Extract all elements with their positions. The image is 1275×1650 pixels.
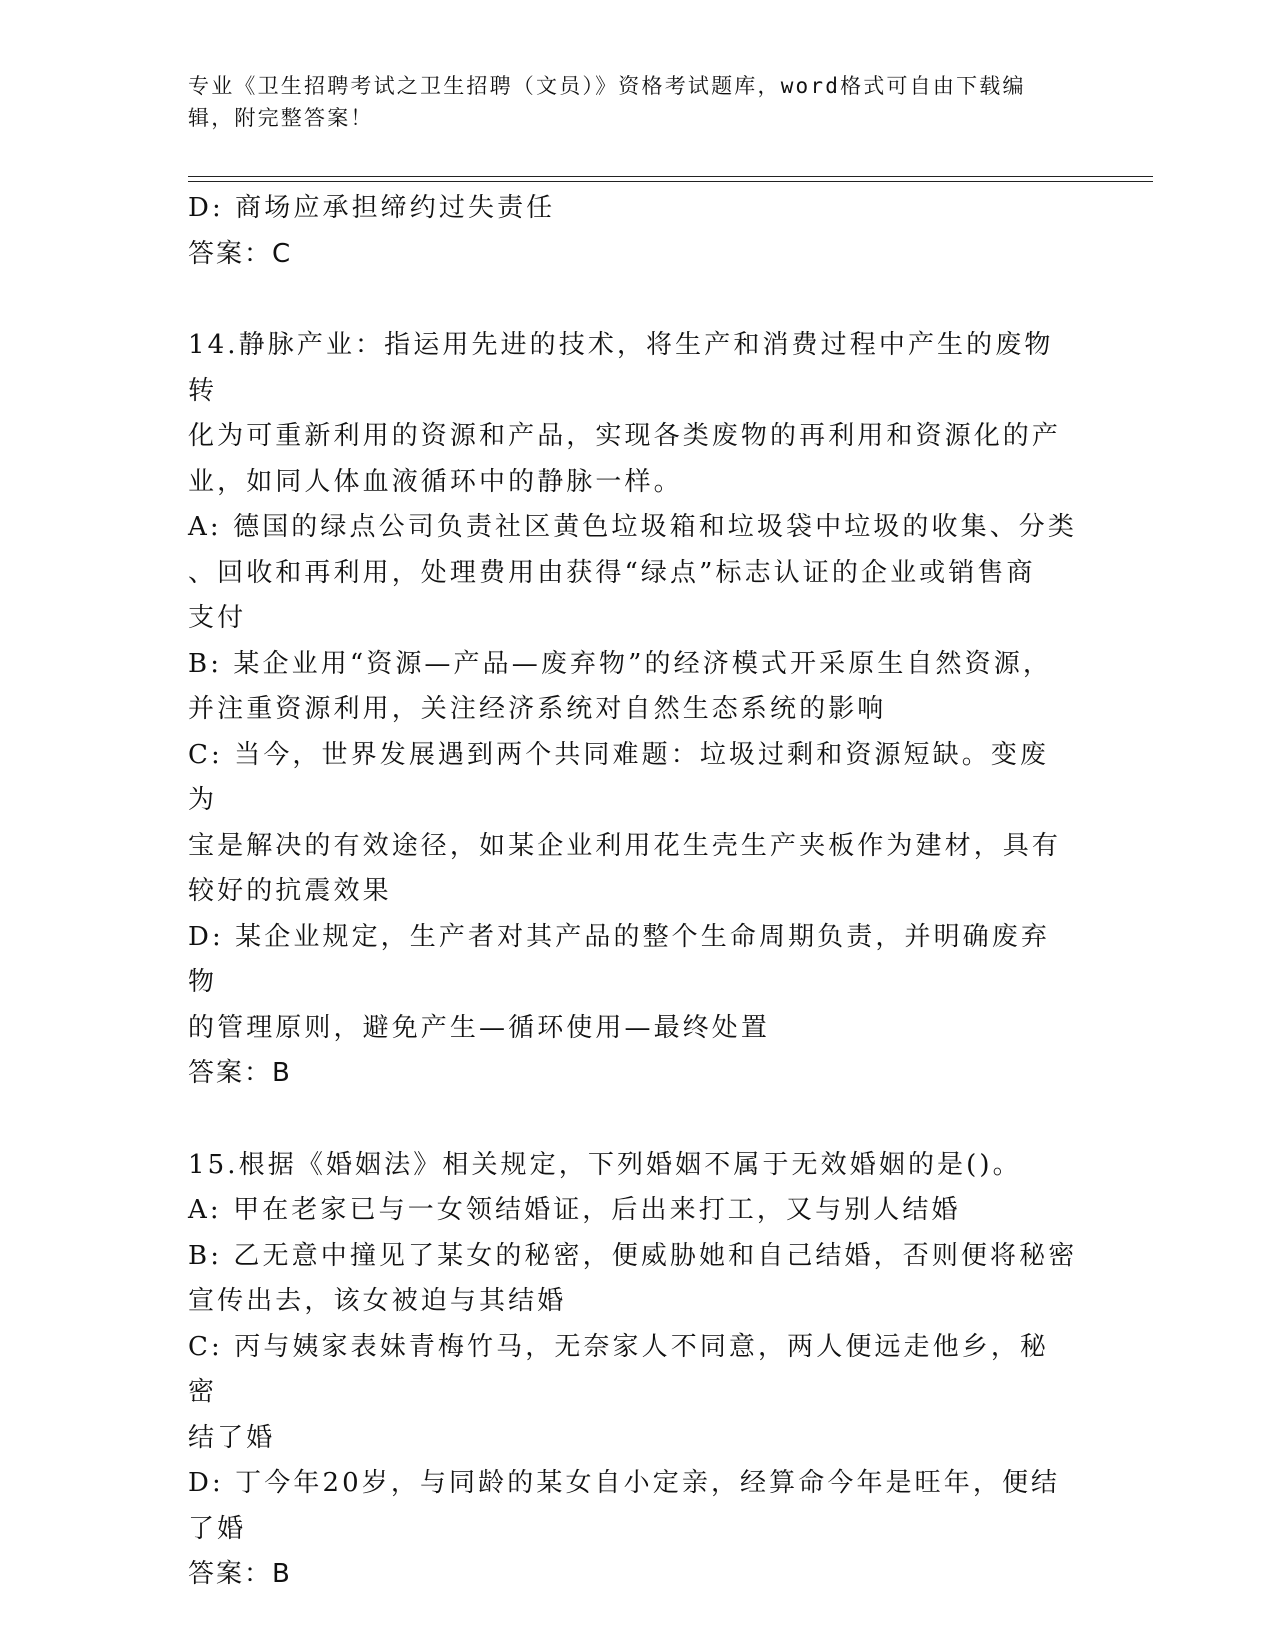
- option-c-line: 结了婚: [188, 1422, 276, 1453]
- question-stem-line: 14.静脉产业：指运用先进的技术，将生产和消费过程中产生的废物转: [188, 330, 1054, 406]
- option-b-line: B: 乙无意中撞见了某女的秘密，便威胁她和自己结婚，否则便将秘密: [188, 1240, 1078, 1271]
- option-c-line: 宝是解决的有效途径，如某企业利用花生壳生产夹板作为建材，具有: [188, 830, 1062, 861]
- option-a-line: 支付: [188, 603, 247, 633]
- option-d: D: 商场应承担缔约过失责任: [188, 193, 556, 223]
- option-d-line: D: 某企业规定，生产者对其产品的整个生命周期负责，并明确废弃物: [188, 921, 1050, 997]
- spacer: [188, 277, 1078, 323]
- question-stem-line: 15.根据《婚姻法》相关规定，下列婚姻不属于无效婚姻的是()。: [188, 1149, 1022, 1180]
- option-d-line: 了婚: [188, 1513, 247, 1544]
- option-c-line: C: 当今，世界发展遇到两个共同难题：垃圾过剩和资源短缺。变废为: [188, 739, 1050, 815]
- prev-question-tail: [188, 186, 1078, 277]
- question-15: [188, 1143, 1078, 1598]
- document-body: [188, 186, 1078, 1598]
- option-d-line: D: 丁今年20岁，与同龄的某女自小定亲，经算命今年是旺年，便结: [188, 1468, 1061, 1498]
- option-a-line: A: 德国的绿点公司负责社区黄色垃圾箱和垃圾袋中垃圾的收集、分类: [188, 512, 1078, 542]
- option-a-line: A: 甲在老家已与一女领结婚证，后出来打工，又与别人结婚: [188, 1195, 961, 1225]
- header-divider-top: [188, 176, 1153, 177]
- answer-line: 答案：B: [188, 1559, 292, 1589]
- spacer: [188, 1097, 1078, 1143]
- option-b-line: B: 某企业用“资源—产品—废弃物”的经济模式开采原生自然资源，: [188, 648, 1052, 679]
- header-divider-bottom: [188, 181, 1153, 182]
- option-b-line: 宣传出去，该女被迫与其结婚: [188, 1286, 567, 1316]
- answer-line: 答案：C: [188, 238, 293, 269]
- option-b-line: 并注重资源利用，关注经济系统对自然生态系统的影响: [188, 694, 887, 724]
- question-stem-line: 化为可重新利用的资源和产品，实现各类废物的再利用和资源化的产: [188, 421, 1062, 451]
- question-14: [188, 323, 1078, 1097]
- question-stem-line: 业，如同人体血液循环中的静脉一样。: [188, 466, 683, 497]
- answer-line: 答案：B: [188, 1058, 292, 1088]
- option-a-line: 、回收和再利用，处理费用由获得“绿点”标志认证的企业或销售商: [188, 557, 1036, 588]
- option-c-line: 较好的抗震效果: [188, 876, 392, 906]
- option-c-line: C: 丙与姨家表妹青梅竹马，无奈家人不同意，两人便远走他乡，秘密: [188, 1331, 1050, 1407]
- document-header: 专业《卫生招聘考试之卫生招聘（文员）》资格考试题库，word格式可自由下载编辑，附完整答案！: [188, 74, 1026, 130]
- option-d-line: 的管理原则，避免产生—循环使用—最终处置: [188, 1012, 771, 1043]
